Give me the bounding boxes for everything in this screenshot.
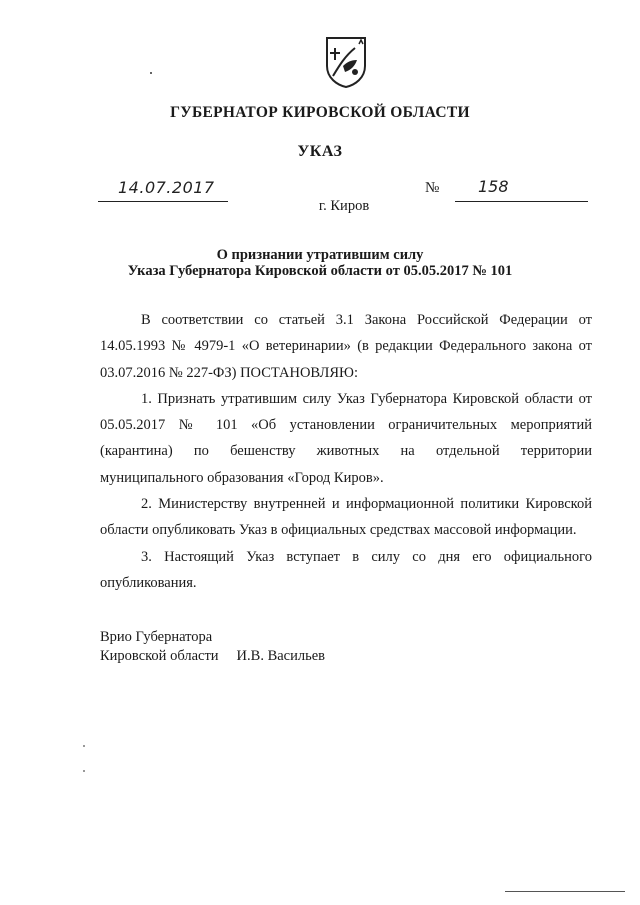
clause-1: 1. Признать утратившим силу Указ Губернатора Кировской области от 05.05.2017 № 101 «Об установлении ограничительных мероприятий (карантина) по бешенству животных на отдельной территории муниципального образования «Город Киров». xyxy=(100,390,592,486)
authority-title: ГУБЕРНАТОР КИРОВСКОЙ ОБЛАСТИ xyxy=(170,104,470,121)
subject-line-1: О признании утратившим силу xyxy=(216,247,424,263)
city: г. Киров xyxy=(318,198,370,214)
coat-of-arms-icon xyxy=(325,36,367,88)
preamble: В соответствии со статьей 3.1 Закона Российской Федерации от 14.05.1993 № 4979-1 «О ветеринарии» (в редакции Федерального закона от 03.07.2016 № 227-ФЗ) ПОСТАНОВЛЯЮ: xyxy=(100,312,592,381)
signer-position-line-2: Кировской области xyxy=(100,648,219,664)
footer-rule xyxy=(505,891,625,892)
clause-2: 2. Министерству внутренней и информационной политики Кировской области опубликовать Указ в официальных средствах массовой информации. xyxy=(100,496,592,539)
document-body xyxy=(100,307,592,596)
signer-position-line-1: Врио Губернатора xyxy=(100,629,213,645)
signature-block xyxy=(100,628,325,666)
document-date: 14.07.2017 xyxy=(118,178,215,197)
scan-mark xyxy=(83,745,85,747)
document-number: 158 xyxy=(478,177,509,196)
subject-line-2: Указа Губернатора Кировской области от 05.05.2017 № 101 xyxy=(127,263,513,279)
scan-mark xyxy=(83,770,85,772)
clause-3: 3. Настоящий Указ вступает в силу со дня его официального опубликования. xyxy=(100,548,592,591)
scan-mark xyxy=(150,72,152,74)
number-sign: № xyxy=(425,180,440,196)
document-type: УКАЗ xyxy=(297,143,343,160)
signer-name: И.В. Васильев xyxy=(236,648,325,664)
